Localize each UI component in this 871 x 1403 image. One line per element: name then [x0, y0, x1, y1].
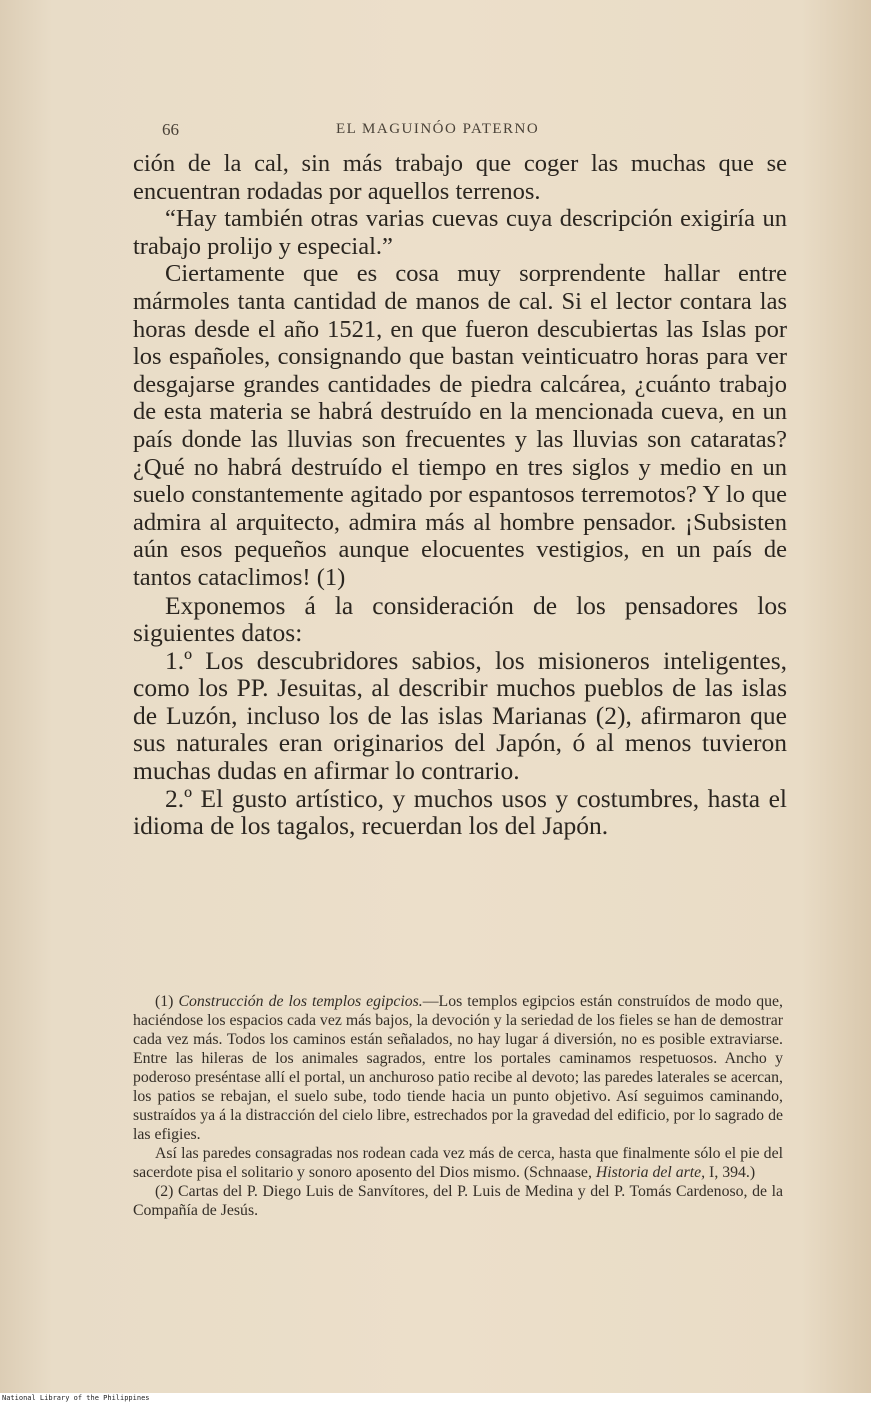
footnote-1-cont-text: Así las paredes consagradas nos rodean cada vez más de cerca, hasta que finalmente sólo el pie del sacerdote pisa el solitario y sonoro aposento del Dios mismo. (Schnaase,	[133, 1145, 783, 1181]
page-header	[162, 120, 762, 144]
paragraph-quote: “Hay también otras varias cuevas cuya descripción exigiría un trabajo prolijo y especial.”	[133, 205, 787, 260]
library-credit: National Library of the Philippines	[2, 1394, 150, 1402]
footnote-1	[133, 992, 783, 1144]
footnote-1-citation: I, 394.)	[705, 1164, 756, 1181]
running-title: EL MAGUINÓO PATERNO	[336, 121, 540, 137]
main-text	[133, 150, 787, 840]
paragraph-reflection: Ciertamente que es cosa muy sorprendente hallar entre mármoles tanta cantidad de manos de cal. Si el lector contara las horas desde el año 1521, en que fueron descubiertas las Islas por los españoles, consignando que bastan veinticuatro horas para ver desgajarse grandes cantidades de piedra calcárea, ¿cuánto trabajo de esta materia se habrá destruído en la mencionada cueva, en un país donde las lluvias son frecuentes y las lluvias son cataratas? ¿Qué no habrá destruído el tiempo en tres siglos y medio en un suelo constantemente agitado por espantosos terremotos? Y lo que admira al arquitecto, admira más al hombre pensador. ¡Subsisten aún esos pequeños aunque elocuentes vestigios, en un país de tantos cataclimos! (1)	[133, 260, 787, 591]
footnote-1-text: —Los templos egipcios están construídos de modo que, haciéndose los espacios cada vez más bajos, la devoción y la seriedad de los fieles se han de demostrar cada vez más. Todos los caminos están señalados, no hay lugar á diversión, no es posible extraviarse. Entre las hileras de los animales sagrados, entre los portales caminamos respetuosos. Ancho y poderoso preséntase allí el portal, un anchuroso patio recibe al devoto; las paredes laterales se acercan, los patios se rebajan, el suelo sube, todo tiende hacia un punto objetivo. Así seguimos caminando, sustraídos ya á la distracción del cielo libre, estrechados por la gravedad del edificio, por lo sagrado de las efigies.	[133, 993, 783, 1143]
paragraph-point-1: 1.º Los descubridores sabios, los misioneros inteligentes, como los PP. Jesuitas, al describir muchos pueblos de las islas de Luzón, incluso los de las islas Marianas (2), afirmaron que sus naturales eran originarios del Japón, ó al menos tuvieron muchas dudas en afirmar lo contrario.	[133, 645, 787, 786]
footer-strip	[0, 1393, 871, 1403]
paragraph-point-2: 2.º El gusto artístico, y muchos usos y costumbres, hasta el idioma de los tagalos, recuerdan los del Japón.	[133, 783, 787, 841]
footnote-1-cited-work: Historia del arte,	[595, 1164, 706, 1181]
page-number: 66	[162, 120, 179, 139]
paragraph-continuation: ción de la cal, sin más trabajo que coger las muchas que se encuentran rodadas por aquellos terrenos.	[133, 150, 787, 205]
paragraph-intro-data: Exponemos á la consideración de los pensadores los siguientes datos:	[133, 590, 787, 648]
footnote-1-title: Construcción de los templos egipcios.	[178, 993, 423, 1010]
footnote-1-marker: (1)	[155, 993, 174, 1010]
footnote-2: (2) Cartas del P. Diego Luis de Sanvítores, del P. Luis de Medina y del P. Tomás Cardenoso, de la Compañía de Jesús.	[133, 1183, 783, 1219]
footnotes	[133, 992, 783, 1220]
footnote-1-continued	[133, 1144, 783, 1182]
